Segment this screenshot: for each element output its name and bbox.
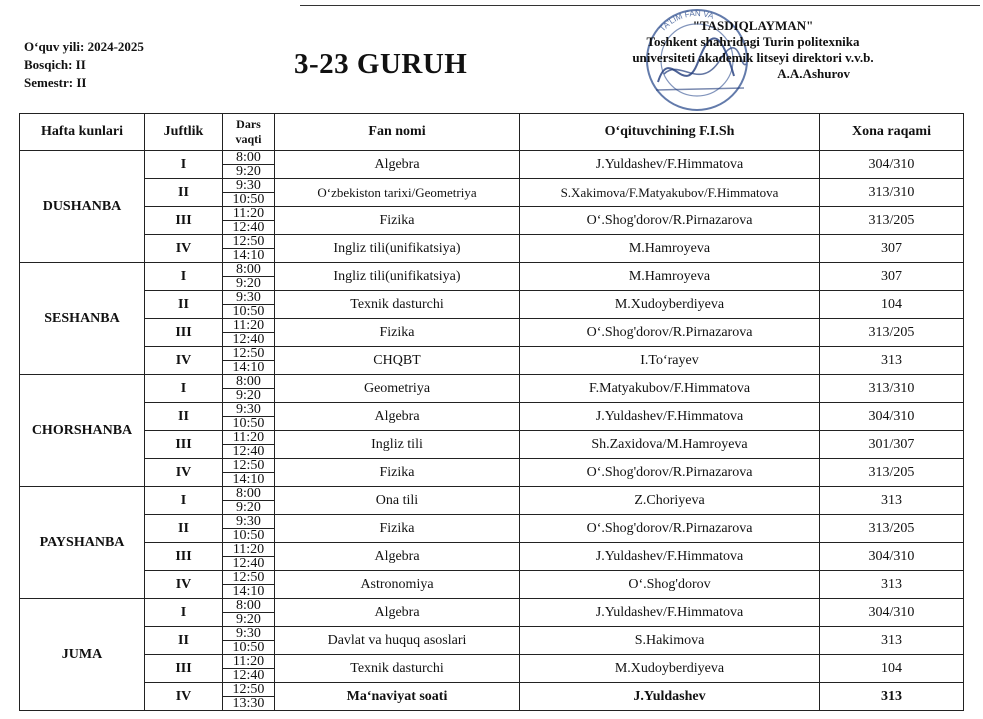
schedule-table	[19, 113, 964, 711]
lesson-start-time: 11:20	[232, 654, 265, 669]
lesson-end-time: 12:40	[223, 332, 274, 346]
subject-name: Ona tili	[275, 487, 520, 515]
room-number: 313	[820, 347, 964, 375]
pair-number: III	[145, 655, 223, 683]
subject-name: Algebra	[275, 543, 520, 571]
room-number: 313/205	[820, 207, 964, 235]
col-header-time: Dars vaqti	[223, 114, 275, 151]
teacher-name: S.Xakimova/F.Matyakubov/F.Himmatova	[520, 179, 820, 207]
teacher-name: O‘.Shog'dorov	[520, 571, 820, 599]
teacher-name: O‘.Shog'dorov/R.Pirnazarova	[520, 207, 820, 235]
subject-name: Algebra	[275, 599, 520, 627]
lesson-end-time: 12:40	[223, 556, 274, 570]
lesson-end-time: 9:20	[223, 276, 274, 290]
lesson-end-time: 12:40	[223, 668, 274, 682]
teacher-name: J.Yuldashev/F.Himmatova	[520, 543, 820, 571]
table-row	[20, 235, 964, 263]
subject-name: Astronomiya	[275, 571, 520, 599]
table-row	[20, 207, 964, 235]
subject-name: Ma‘naviyat soati	[275, 683, 520, 711]
teacher-name: J.Yuldashev/F.Himmatova	[520, 403, 820, 431]
teacher-name: M.Xudoyberdiyeva	[520, 655, 820, 683]
pair-number: III	[145, 543, 223, 571]
day-name: JUMA	[20, 599, 145, 711]
subject-name: Davlat va huquq asoslari	[275, 627, 520, 655]
lesson-time	[223, 207, 275, 235]
table-row	[20, 431, 964, 459]
lesson-time	[223, 235, 275, 263]
pair-number: II	[145, 403, 223, 431]
lesson-time	[223, 515, 275, 543]
pair-number: III	[145, 207, 223, 235]
pair-number: III	[145, 431, 223, 459]
pair-number: IV	[145, 459, 223, 487]
approval-line-1: Toshkent shahridagi Turin politexnika	[646, 34, 860, 49]
subject-name: Texnik dasturchi	[275, 655, 520, 683]
teacher-name: M.Hamroyeva	[520, 263, 820, 291]
subject-name: Algebra	[275, 403, 520, 431]
table-row	[20, 319, 964, 347]
pair-number: I	[145, 599, 223, 627]
room-number: 313/310	[820, 375, 964, 403]
table-row	[20, 571, 964, 599]
table-row	[20, 375, 964, 403]
lesson-start-time: 8:00	[236, 150, 261, 165]
table-row	[20, 515, 964, 543]
room-number: 104	[820, 655, 964, 683]
subject-name: Ingliz tili(unifikatsiya)	[275, 235, 520, 263]
subject-name: Fizika	[275, 459, 520, 487]
lesson-time	[223, 543, 275, 571]
seal-text: TA'LIM FAN VA	[657, 8, 715, 34]
room-number: 307	[820, 235, 964, 263]
lesson-start-time: 11:20	[232, 318, 265, 333]
lesson-start-time: 12:50	[232, 346, 265, 361]
table-row	[20, 655, 964, 683]
pair-number: II	[145, 291, 223, 319]
subject-name: Fizika	[275, 515, 520, 543]
subject-name: O‘zbekiston tarixi/Geometriya	[275, 179, 520, 207]
approval-line-2: universiteti akademik litseyi direktori v.v.b.	[632, 50, 874, 65]
pair-number: II	[145, 627, 223, 655]
room-number: 304/310	[820, 543, 964, 571]
col-header-subject: Fan nomi	[275, 114, 520, 151]
lesson-time	[223, 151, 275, 179]
table-row	[20, 627, 964, 655]
table-row	[20, 683, 964, 711]
teacher-name: I.To‘rayev	[520, 347, 820, 375]
semester: Semestr: II	[24, 75, 87, 90]
table-row	[20, 263, 964, 291]
teacher-name: O‘.Shog'dorov/R.Pirnazarova	[520, 515, 820, 543]
teacher-name: J.Yuldashev	[520, 683, 820, 711]
subject-name: Algebra	[275, 151, 520, 179]
room-number: 313/205	[820, 515, 964, 543]
teacher-name: Z.Choriyeva	[520, 487, 820, 515]
lesson-start-time: 9:30	[236, 178, 261, 193]
table-row	[20, 543, 964, 571]
schedule-body	[20, 151, 964, 711]
lesson-end-time: 14:10	[223, 360, 274, 374]
day-name: CHORSHANBA	[20, 375, 145, 487]
lesson-start-time: 11:20	[232, 206, 265, 221]
room-number: 313	[820, 683, 964, 711]
lesson-time	[223, 263, 275, 291]
lesson-end-time: 9:20	[223, 164, 274, 178]
lesson-time	[223, 655, 275, 683]
pair-number: I	[145, 375, 223, 403]
pair-number: II	[145, 179, 223, 207]
teacher-name: M.Hamroyeva	[520, 235, 820, 263]
teacher-name: S.Hakimova	[520, 627, 820, 655]
lesson-end-time: 10:50	[223, 640, 274, 654]
table-row	[20, 487, 964, 515]
table-row	[20, 291, 964, 319]
academic-year: O‘quv yili: 2024-2025	[24, 39, 144, 54]
table-row	[20, 151, 964, 179]
document-meta	[24, 38, 144, 92]
lesson-end-time: 14:10	[223, 584, 274, 598]
lesson-time	[223, 599, 275, 627]
lesson-end-time: 9:20	[223, 388, 274, 402]
table-row	[20, 347, 964, 375]
room-number: 313	[820, 571, 964, 599]
lesson-end-time: 10:50	[223, 528, 274, 542]
lesson-start-time: 9:30	[236, 290, 261, 305]
lesson-time	[223, 403, 275, 431]
lesson-end-time: 9:20	[223, 612, 274, 626]
day-name: PAYSHANBA	[20, 487, 145, 599]
lesson-start-time: 8:00	[236, 374, 261, 389]
table-header-row	[20, 114, 964, 151]
teacher-name: O‘.Shog'dorov/R.Pirnazarova	[520, 459, 820, 487]
col-header-teacher: O‘qituvchining F.I.Sh	[520, 114, 820, 151]
lesson-start-time: 11:20	[232, 430, 265, 445]
lesson-end-time: 14:10	[223, 472, 274, 486]
room-number: 313	[820, 627, 964, 655]
lesson-time	[223, 571, 275, 599]
lesson-end-time: 10:50	[223, 416, 274, 430]
lesson-time	[223, 487, 275, 515]
table-row	[20, 599, 964, 627]
lesson-time	[223, 459, 275, 487]
page-title: 3-23 GURUH	[294, 48, 468, 80]
lesson-time	[223, 347, 275, 375]
pair-number: IV	[145, 235, 223, 263]
table-row	[20, 403, 964, 431]
lesson-start-time: 12:50	[232, 682, 265, 697]
lesson-end-time: 14:10	[223, 248, 274, 262]
room-number: 313/205	[820, 459, 964, 487]
pair-number: IV	[145, 571, 223, 599]
room-number: 307	[820, 263, 964, 291]
lesson-end-time: 9:20	[223, 500, 274, 514]
table-row	[20, 459, 964, 487]
day-name: SESHANBA	[20, 263, 145, 375]
room-number: 301/307	[820, 431, 964, 459]
pair-number: IV	[145, 683, 223, 711]
room-number: 104	[820, 291, 964, 319]
lesson-time	[223, 291, 275, 319]
subject-name: Texnik dasturchi	[275, 291, 520, 319]
pair-number: I	[145, 263, 223, 291]
col-header-room: Xona raqami	[820, 114, 964, 151]
lesson-end-time: 10:50	[223, 304, 274, 318]
lesson-end-time: 13:30	[223, 696, 274, 710]
subject-name: CHQBT	[275, 347, 520, 375]
lesson-start-time: 11:20	[232, 542, 265, 557]
lesson-time	[223, 627, 275, 655]
lesson-end-time: 12:40	[223, 444, 274, 458]
subject-name: Ingliz tili(unifikatsiya)	[275, 263, 520, 291]
pair-number: II	[145, 515, 223, 543]
pair-number: III	[145, 319, 223, 347]
lesson-start-time: 12:50	[232, 458, 265, 473]
approval-title: "TASDIQLAYMAN"	[692, 18, 814, 33]
teacher-name: M.Xudoyberdiyeva	[520, 291, 820, 319]
approval-block	[596, 18, 910, 82]
room-number: 304/310	[820, 151, 964, 179]
lesson-time	[223, 431, 275, 459]
lesson-start-time: 8:00	[236, 598, 261, 613]
teacher-name: Sh.Zaxidova/M.Hamroyeva	[520, 431, 820, 459]
teacher-name: J.Yuldashev/F.Himmatova	[520, 599, 820, 627]
pair-number: I	[145, 487, 223, 515]
col-header-pair: Juftlik	[145, 114, 223, 151]
lesson-start-time: 12:50	[232, 570, 265, 585]
lesson-time	[223, 319, 275, 347]
subject-name: Geometriya	[275, 375, 520, 403]
lesson-start-time: 9:30	[236, 626, 261, 641]
room-number: 313/205	[820, 319, 964, 347]
lesson-end-time: 12:40	[223, 220, 274, 234]
subject-name: Fizika	[275, 207, 520, 235]
teacher-name: J.Yuldashev/F.Himmatova	[520, 151, 820, 179]
subject-name: Fizika	[275, 319, 520, 347]
teacher-name: O‘.Shog'dorov/R.Pirnazarova	[520, 319, 820, 347]
room-number: 304/310	[820, 403, 964, 431]
pair-number: I	[145, 151, 223, 179]
teacher-name: F.Matyakubov/F.Himmatova	[520, 375, 820, 403]
approval-signer: A.A.Ashurov	[777, 66, 850, 81]
room-number: 313	[820, 487, 964, 515]
lesson-start-time: 9:30	[236, 514, 261, 529]
lesson-start-time: 12:50	[232, 234, 265, 249]
stage: Bosqich: II	[24, 57, 86, 72]
lesson-start-time: 9:30	[236, 402, 261, 417]
lesson-start-time: 8:00	[236, 262, 261, 277]
room-number: 313/310	[820, 179, 964, 207]
lesson-time	[223, 683, 275, 711]
lesson-end-time: 10:50	[223, 192, 274, 206]
table-row	[20, 179, 964, 207]
col-header-day: Hafta kunlari	[20, 114, 145, 151]
subject-name: Ingliz tili	[275, 431, 520, 459]
room-number: 304/310	[820, 599, 964, 627]
day-name: DUSHANBA	[20, 151, 145, 263]
lesson-time	[223, 179, 275, 207]
lesson-time	[223, 375, 275, 403]
lesson-start-time: 8:00	[236, 486, 261, 501]
pair-number: IV	[145, 347, 223, 375]
